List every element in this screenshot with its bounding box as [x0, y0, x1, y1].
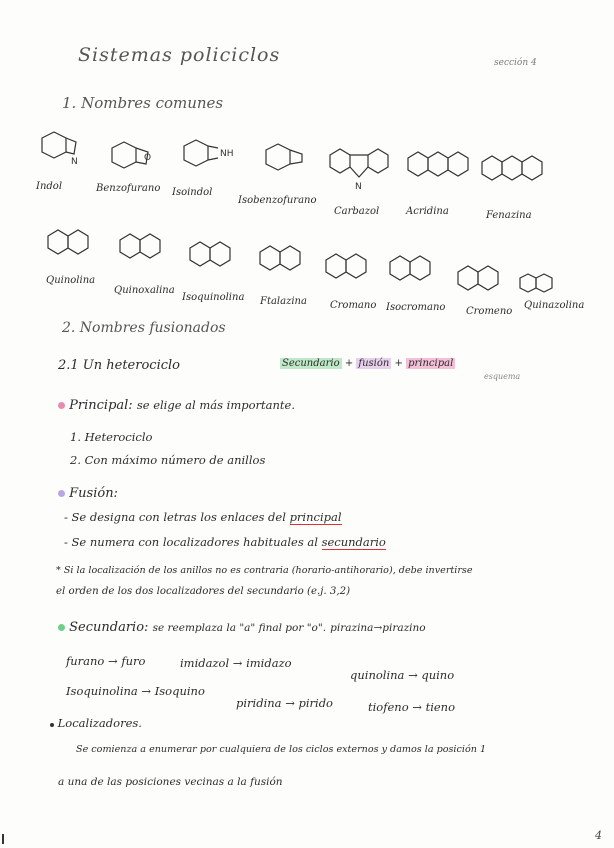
atom-label-nh: NH [220, 149, 234, 159]
example-quinolina: quinolina → quino [350, 668, 455, 682]
fusion-label: Fusión: [69, 486, 118, 501]
label-isocromano: Isocromano [386, 302, 446, 313]
eq-plus: + [344, 358, 354, 369]
dot-bullet-icon [50, 723, 54, 727]
corner-note: sección 4 [494, 58, 537, 68]
eq-secundario: Secundario [282, 358, 340, 369]
label-ftalazina: Ftalazina [260, 296, 307, 307]
principal-label: Principal: [69, 398, 133, 413]
label-quinolina: Quinolina [46, 275, 96, 286]
fusion-item-2 [64, 535, 386, 549]
principal-item-1: 1. Heterociclo [70, 430, 153, 444]
label-isobenzofurano: Isobenzofurano [238, 195, 317, 206]
cromano-structure [322, 252, 382, 288]
secundario-line [58, 620, 426, 635]
quinolina-structure [44, 228, 104, 264]
fusion-secundario: secundario [321, 535, 386, 549]
fusion-principal: principal [289, 510, 342, 524]
secundario-label: Secundario: [69, 620, 149, 635]
indol-structure [34, 130, 84, 170]
quinazolina-structure [516, 272, 566, 302]
isocromano-structure [386, 254, 446, 290]
principal-text: se elige al más importante. [136, 398, 296, 412]
principal-item-2: 2. Con máximo número de anillos [70, 453, 266, 467]
fusion-note-2: el orden de los dos localizadores del secundario (e.j. 3,2) [56, 586, 351, 597]
label-isoquinolina: Isoquinolina [182, 292, 245, 303]
isobenzofurano-structure [262, 142, 312, 182]
label-fenazina: Fenazina [486, 210, 532, 221]
section-2-1-heading: 2.1 Un heterociclo [58, 358, 180, 373]
acridina-structure [404, 150, 474, 190]
label-cromano: Cromano [330, 300, 377, 311]
secundario-text: se reemplaza la "a" final por "o". [152, 622, 327, 634]
purple-bullet-icon [58, 490, 65, 497]
atom-label-o: O [144, 153, 152, 163]
isoquinolina-structure [186, 240, 246, 276]
localizadores-label: Localizadores. [57, 716, 142, 730]
localizadores-line [50, 716, 142, 730]
example-furano: furano → furo [66, 654, 146, 668]
page-title: Sistemas policiclos [78, 44, 281, 66]
carbazol-structure [326, 145, 396, 205]
label-cromeno: Cromeno [466, 306, 513, 317]
isoindol-structure [180, 138, 250, 178]
green-bullet-icon [58, 624, 65, 631]
label-quinoxalina: Quinoxalina [114, 285, 175, 296]
section-1-heading: 1. Nombres comunes [62, 94, 224, 112]
fusion-item-2-text: - Se numera con localizadores habituales al [64, 535, 322, 549]
fusion-item-1-text: - Se designa con letras los enlaces del [64, 510, 290, 524]
eq-plus: + [394, 358, 403, 369]
fusion-line [58, 486, 118, 501]
example-pirazina: pirazina→pirazino [330, 622, 426, 634]
localizadores-text-1: Se comienza a enumerar por cualquiera de los ciclos externos y damos la posición 1 [76, 744, 487, 755]
label-isoindol: Isoindol [172, 187, 213, 198]
eq-principal: principal [408, 358, 454, 369]
label-indol: Indol [36, 181, 63, 192]
cromeno-structure [454, 264, 514, 300]
atom-label-n: N [355, 182, 362, 192]
quinoxalina-structure [116, 232, 176, 268]
pink-bullet-icon [58, 402, 65, 409]
atom-label-nh: N [71, 157, 78, 167]
fusion-item-1 [64, 510, 342, 524]
example-imidazol: imidazol → imidazo [180, 656, 292, 670]
example-piridina: piridina → pirido [236, 696, 333, 710]
fusion-equation [280, 358, 455, 369]
eq-fusion: fusión [358, 358, 390, 369]
label-carbazol: Carbazol [334, 206, 380, 217]
benzofurano-structure [108, 138, 158, 178]
label-acridina: Acridina [406, 206, 449, 217]
page-number: 4 [595, 829, 602, 842]
label-quinazolina: Quinazolina [524, 300, 585, 311]
principal-line [58, 398, 295, 413]
eq-note: esquema [484, 372, 521, 381]
ftalazina-structure [256, 244, 316, 280]
example-isoquinolina: Isoquinolina → Isoquino [66, 684, 205, 698]
example-tiofeno: tiofeno → tieno [368, 700, 456, 714]
page-edge-mark [2, 834, 4, 844]
localizadores-text-2: a una de las posiciones vecinas a la fusión [58, 776, 283, 788]
fenazina-structure [478, 152, 558, 192]
label-benzofurano: Benzofurano [96, 183, 161, 194]
fusion-note-1: * Si la localización de los anillos no es contraria (horario-antihorario), debe invertirse [56, 565, 473, 576]
section-2-heading: 2. Nombres fusionados [62, 320, 226, 336]
